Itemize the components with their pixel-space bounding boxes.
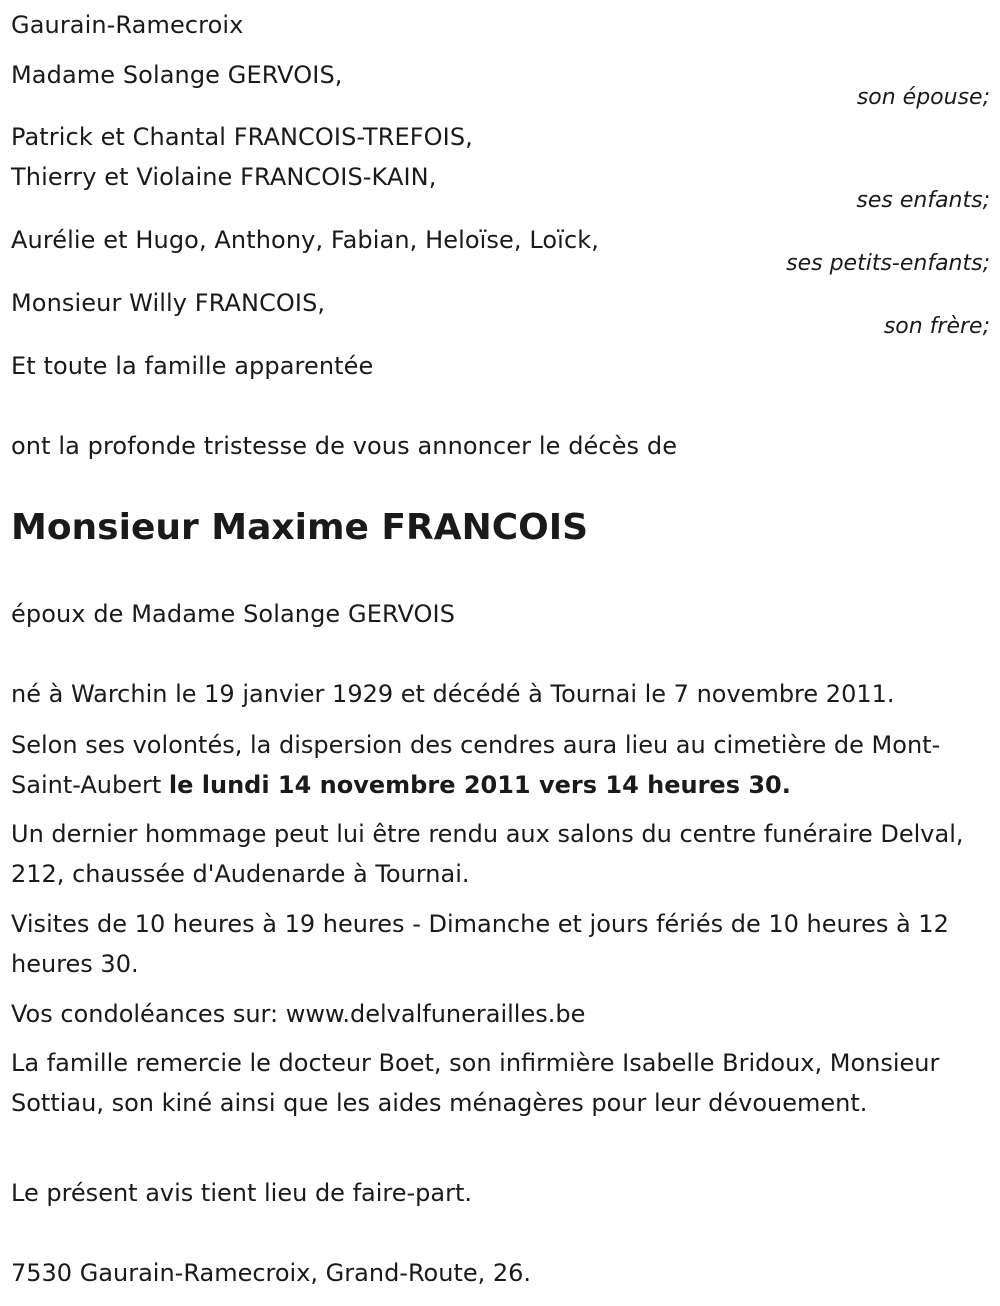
ceremony-date: le lundi 14 novembre 2011 vers 14 heures 30. <box>168 771 791 799</box>
announcement-text: ont la profonde tristesse de vous annoncer le décès de <box>11 432 678 460</box>
deceased-name: Monsieur Maxime FRANCOIS <box>11 507 589 548</box>
spouse-name: Madame Solange GERVOIS, <box>11 61 343 89</box>
spouse-role: son épouse; <box>856 85 990 110</box>
thanks-paragraph: La famille remercie le docteur Boet, son infirmière Isabelle Bridoux, Monsieur Sottiau, son kiné ainsi que les aides ménagères pour leur dévouement. <box>11 1049 940 1117</box>
brother-role: son frère; <box>883 314 990 339</box>
notice-line: Le présent avis tient lieu de faire-part. <box>11 1179 473 1207</box>
visits-paragraph: Visites de 10 heures à 19 heures - Dimanche et jours fériés de 10 heures à 12 heures 30. <box>11 910 949 978</box>
children-line-1: Patrick et Chantal FRANCOIS-TREFOIS, <box>11 123 473 151</box>
condolences-line: Vos condoléances sur: www.delvalfunerailles.be <box>11 1000 586 1028</box>
location-heading: Gaurain-Ramecroix <box>11 11 244 39</box>
extended-family: Et toute la famille apparentée <box>11 352 374 380</box>
children-role: ses enfants; <box>856 188 990 213</box>
tribute-paragraph: Un dernier hommage peut lui être rendu aux salons du centre funéraire Delval, 212, chaussée d'Audenarde à Tournai. <box>11 820 964 888</box>
address-line: 7530 Gaurain-Ramecroix, Grand-Route, 26. <box>11 1259 532 1287</box>
children-line-2: Thierry et Violaine FRANCOIS-KAIN, <box>11 163 437 191</box>
spouse-of: époux de Madame Solange GERVOIS <box>11 600 456 628</box>
grandchildren-role: ses petits-enfants; <box>786 251 990 276</box>
brother-name: Monsieur Willy FRANCOIS, <box>11 289 326 317</box>
grandchildren: Aurélie et Hugo, Anthony, Fabian, Heloïse, Loïck, <box>11 226 599 254</box>
ceremony-paragraph <box>11 725 986 805</box>
birth-death-dates: né à Warchin le 19 janvier 1929 et décédé à Tournai le 7 novembre 2011. <box>11 680 895 708</box>
ceremony-text: Selon ses volontés, la dispersion des cendres aura lieu au cimetière de Mont-Saint-Aubert <box>11 731 941 799</box>
